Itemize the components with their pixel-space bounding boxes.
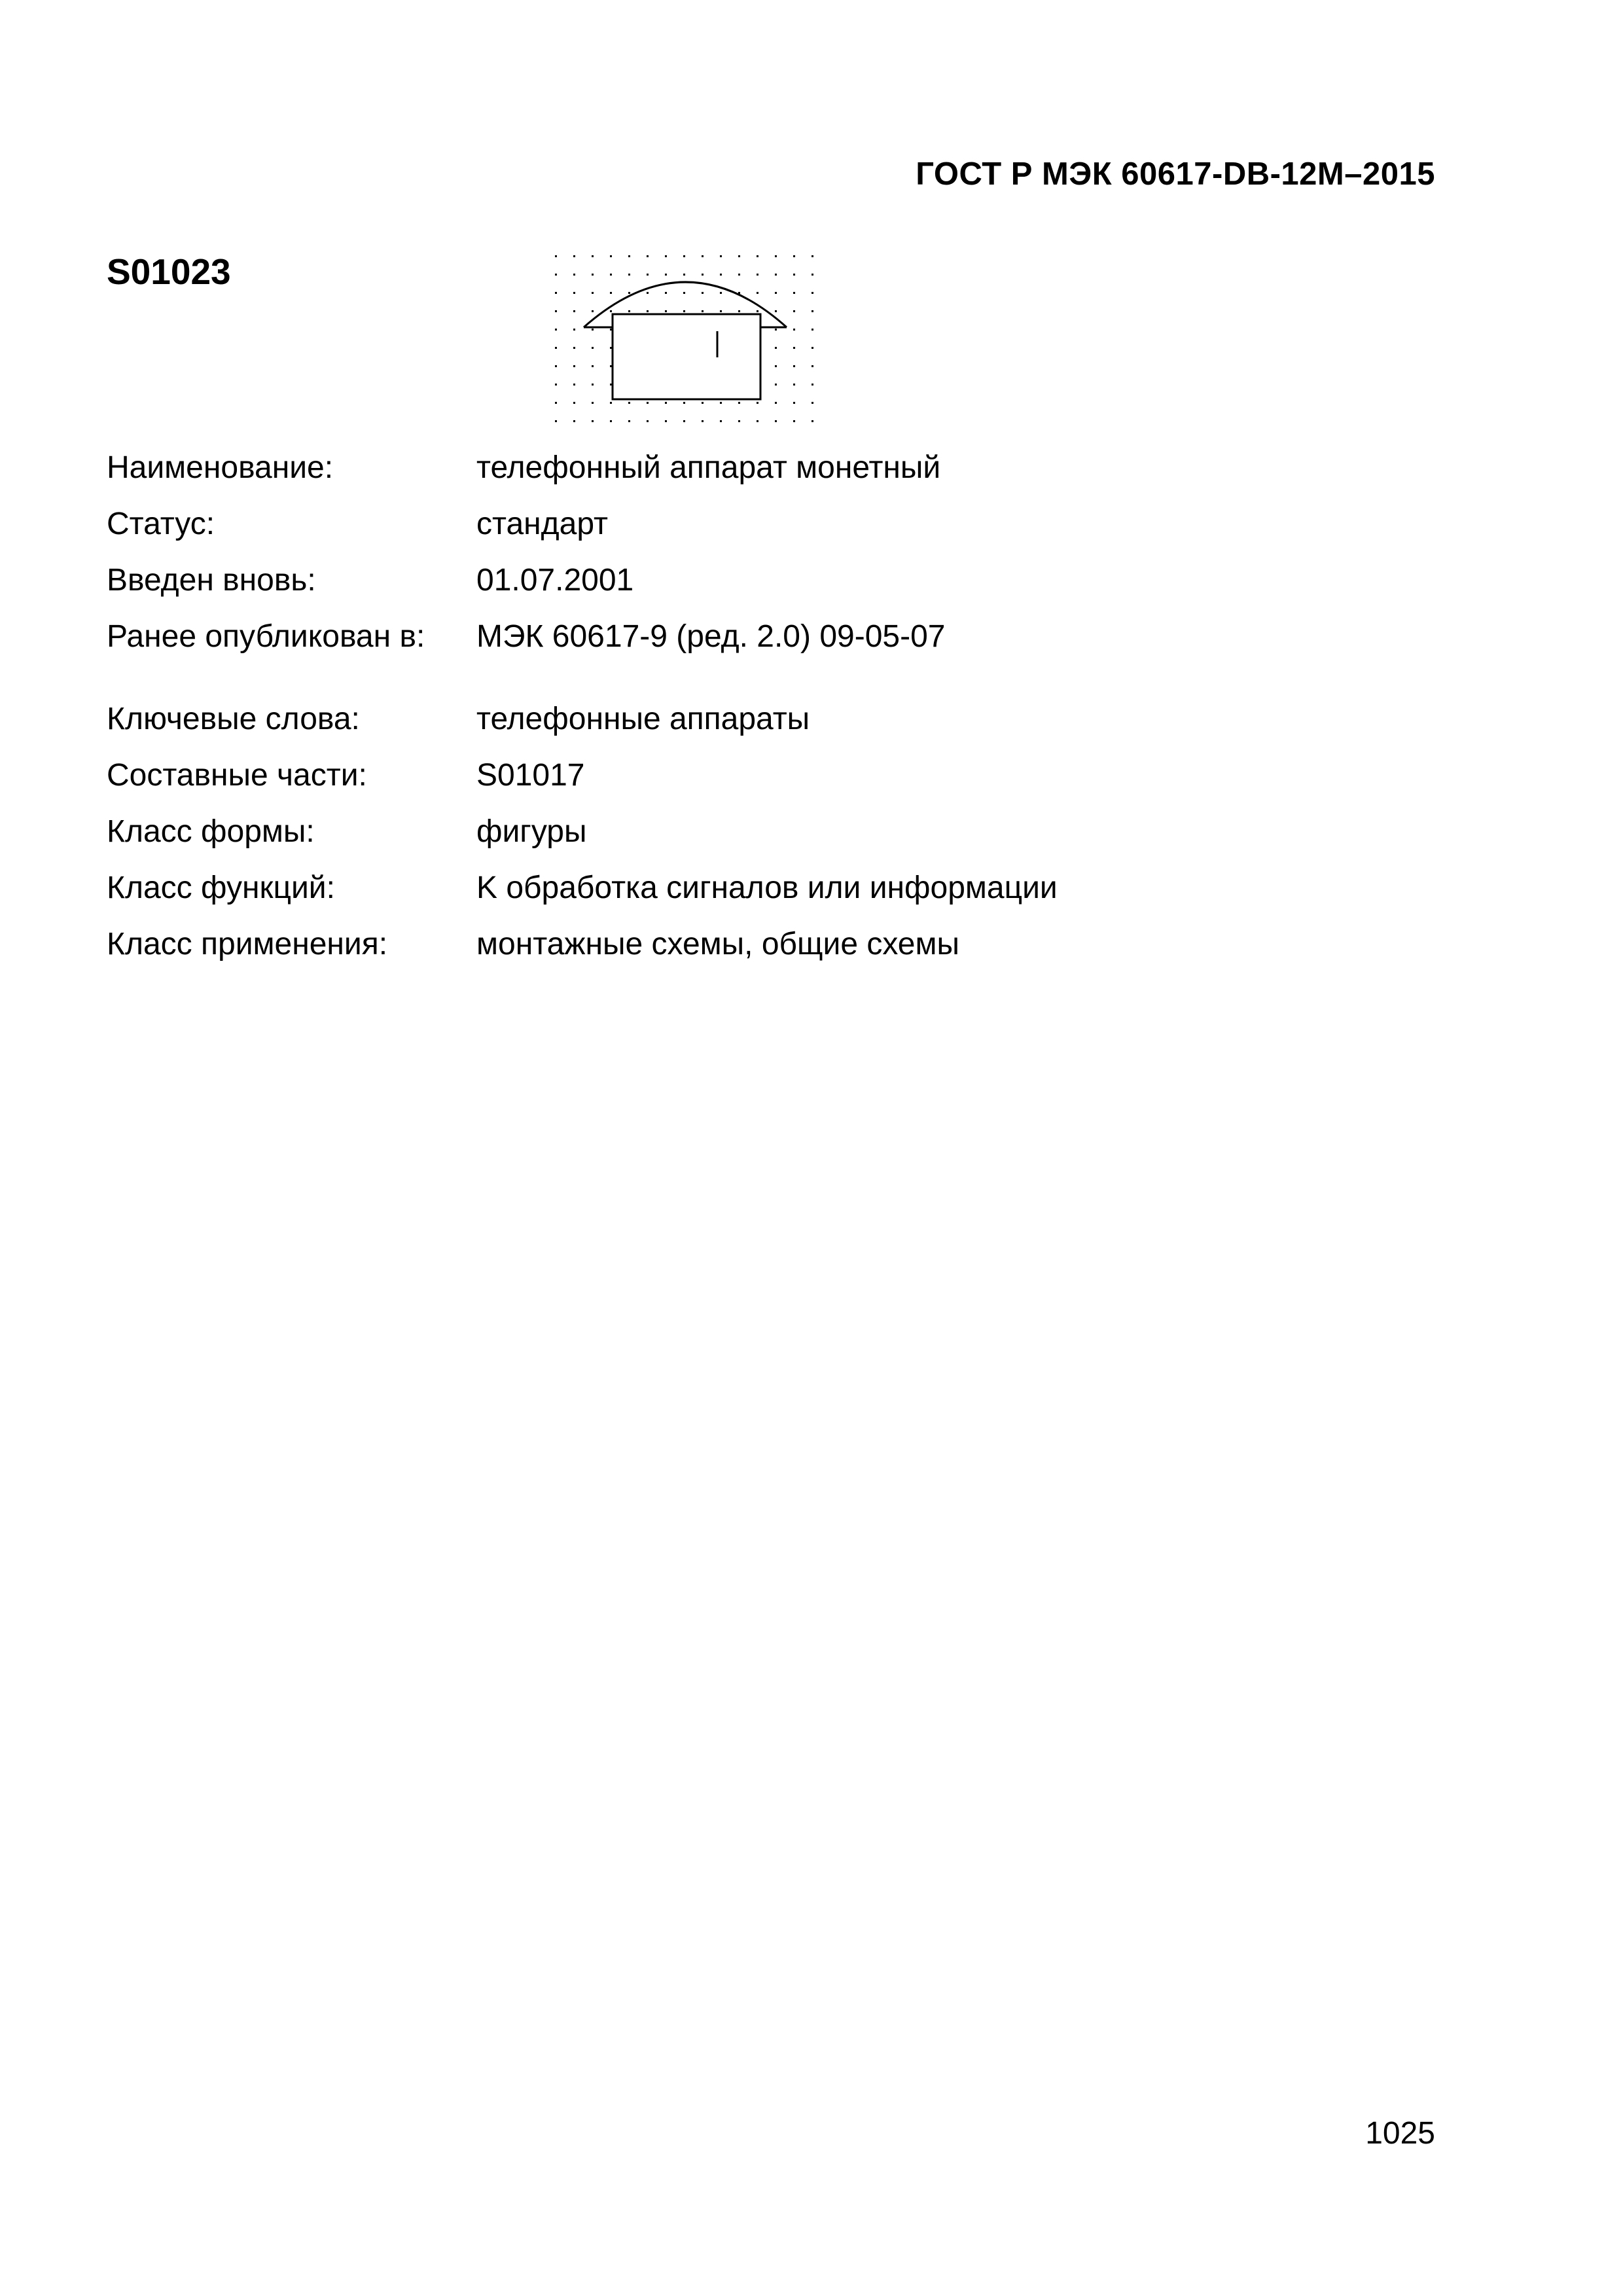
grid-dot xyxy=(812,274,813,276)
grid-dot xyxy=(665,402,667,404)
grid-dot xyxy=(628,255,630,257)
grid-dot xyxy=(592,347,594,349)
grid-dot xyxy=(592,384,594,386)
grid-dot xyxy=(793,347,795,349)
property-row xyxy=(107,496,1481,552)
grid-dot xyxy=(757,420,758,422)
grid-dot xyxy=(738,255,740,257)
grid-dot xyxy=(702,255,704,257)
grid-dot xyxy=(812,420,813,422)
property-row xyxy=(107,609,1481,665)
grid-dot xyxy=(757,255,758,257)
grid-dot xyxy=(647,274,649,276)
telephone-body xyxy=(613,314,760,399)
grid-dot xyxy=(720,420,722,422)
grid-dot xyxy=(610,402,612,404)
grid-dot xyxy=(793,384,795,386)
grid-dot xyxy=(628,310,630,312)
grid-dot xyxy=(812,310,813,312)
grid-dot xyxy=(555,292,557,294)
grid-dot xyxy=(573,274,575,276)
classification-value: телефонные аппараты xyxy=(476,702,810,736)
grid-dot xyxy=(610,255,612,257)
grid-dot xyxy=(592,420,594,422)
grid-dot xyxy=(573,420,575,422)
grid-dot xyxy=(592,274,594,276)
document-standard-header: ГОСТ Р МЭК 60617-DB-12M–2015 xyxy=(916,156,1435,192)
page-number: 1025 xyxy=(1365,2116,1435,2151)
grid-dot xyxy=(775,384,777,386)
group-spacer xyxy=(107,665,1481,691)
classification-value: K обработка сигналов или информации xyxy=(476,870,1058,905)
grid-dot xyxy=(683,420,685,422)
grid-dot xyxy=(665,310,667,312)
property-value: телефонный аппарат монетный xyxy=(476,450,941,485)
grid-dot xyxy=(775,292,777,294)
grid-dot xyxy=(738,402,740,404)
grid-dot xyxy=(610,420,612,422)
property-label: Наименование: xyxy=(107,450,334,485)
grid-dot xyxy=(793,329,795,331)
handset-arc xyxy=(584,282,787,327)
classification-label: Класс формы: xyxy=(107,814,315,849)
grid-dot xyxy=(592,365,594,367)
grid-dot xyxy=(702,402,704,404)
classification-value: S01017 xyxy=(476,758,585,793)
grid-dot xyxy=(793,365,795,367)
property-row xyxy=(107,440,1481,496)
grid-dot xyxy=(812,365,813,367)
grid-dot xyxy=(573,365,575,367)
grid-dot xyxy=(775,310,777,312)
grid-dot xyxy=(628,292,630,294)
grid-dot xyxy=(812,255,813,257)
property-label: Введен вновь: xyxy=(107,563,316,598)
properties-list xyxy=(107,440,1481,973)
classification-label: Класс функций: xyxy=(107,870,335,905)
grid-dot xyxy=(683,292,685,294)
grid-dot xyxy=(592,292,594,294)
grid-dot xyxy=(555,347,557,349)
grid-dot xyxy=(665,255,667,257)
classification-row xyxy=(107,916,1481,973)
grid-dot xyxy=(757,274,758,276)
classification-label: Ключевые слова: xyxy=(107,702,360,736)
grid-dot xyxy=(775,274,777,276)
grid-dot xyxy=(647,402,649,404)
grid-dot xyxy=(720,310,722,312)
grid-dot xyxy=(683,402,685,404)
grid-dot xyxy=(702,310,704,312)
grid-dot xyxy=(573,292,575,294)
grid-dot xyxy=(720,292,722,294)
grid-dot xyxy=(628,402,630,404)
grid-dot xyxy=(610,292,612,294)
grid-dot xyxy=(628,420,630,422)
grid-dot xyxy=(793,255,795,257)
grid-dot xyxy=(793,310,795,312)
grid-dot xyxy=(812,384,813,386)
classification-row xyxy=(107,860,1481,916)
grid-dot xyxy=(757,402,758,404)
grid-dot xyxy=(610,274,612,276)
property-value: стандарт xyxy=(476,507,608,541)
property-row xyxy=(107,552,1481,609)
grid-dot xyxy=(592,329,594,331)
grid-dot xyxy=(702,274,704,276)
grid-dot xyxy=(555,329,557,331)
grid-dot xyxy=(738,420,740,422)
grid-dot xyxy=(775,365,777,367)
grid-dot xyxy=(793,402,795,404)
grid-dot xyxy=(812,347,813,349)
grid-dot xyxy=(592,310,594,312)
classification-row xyxy=(107,747,1481,804)
classification-label: Класс применения: xyxy=(107,927,388,961)
property-label: Ранее опубликован в: xyxy=(107,619,425,654)
grid-dot xyxy=(775,420,777,422)
grid-dot xyxy=(610,310,612,312)
grid-dot xyxy=(812,292,813,294)
grid-dot xyxy=(793,292,795,294)
grid-dot xyxy=(573,255,575,257)
grid-dot xyxy=(775,347,777,349)
grid-dot xyxy=(555,274,557,276)
grid-dot xyxy=(775,255,777,257)
grid-dot xyxy=(683,255,685,257)
grid-dot xyxy=(702,292,704,294)
grid-dot xyxy=(812,402,813,404)
grid-dot xyxy=(573,310,575,312)
grid-dot xyxy=(592,402,594,404)
coin-telephone-symbol xyxy=(550,249,825,439)
grid-dot xyxy=(665,420,667,422)
grid-dot xyxy=(775,329,777,331)
grid-dot xyxy=(573,347,575,349)
classification-row xyxy=(107,804,1481,860)
grid-dot xyxy=(647,310,649,312)
grid-dot xyxy=(683,310,685,312)
grid-dot xyxy=(720,255,722,257)
grid-dot xyxy=(628,274,630,276)
grid-dot xyxy=(738,310,740,312)
grid-dot xyxy=(647,255,649,257)
grid-dot xyxy=(592,255,594,257)
telephone-drawing xyxy=(584,282,787,399)
property-value: 01.07.2001 xyxy=(476,563,634,598)
classification-label: Составные части: xyxy=(107,758,367,793)
grid-dot xyxy=(573,384,575,386)
classification-value: монтажные схемы, общие схемы xyxy=(476,927,959,961)
grid-dot xyxy=(738,274,740,276)
grid-dot xyxy=(793,274,795,276)
grid-dot xyxy=(555,402,557,404)
grid-dot xyxy=(793,420,795,422)
grid-dot xyxy=(555,310,557,312)
grid-dot xyxy=(665,292,667,294)
grid-dot xyxy=(573,402,575,404)
grid-dot xyxy=(812,329,813,331)
grid-dot xyxy=(702,420,704,422)
grid-dot xyxy=(573,329,575,331)
grid-dot xyxy=(665,274,667,276)
property-label: Статус: xyxy=(107,507,215,541)
grid-dot xyxy=(555,365,557,367)
grid-dot xyxy=(555,384,557,386)
classification-row xyxy=(107,691,1481,747)
classification-value: фигуры xyxy=(476,814,587,849)
grid-dot xyxy=(647,420,649,422)
grid-dot xyxy=(555,420,557,422)
symbol-id: S01023 xyxy=(107,251,231,292)
property-value: МЭК 60617-9 (ред. 2.0) 09-05-07 xyxy=(476,619,946,654)
grid-dot xyxy=(720,402,722,404)
grid-dot xyxy=(683,274,685,276)
grid-dots xyxy=(555,255,813,422)
grid-dot xyxy=(757,310,758,312)
grid-dot xyxy=(775,402,777,404)
grid-dot xyxy=(720,274,722,276)
grid-dot xyxy=(555,255,557,257)
grid-dot xyxy=(647,292,649,294)
grid-dot xyxy=(757,292,758,294)
